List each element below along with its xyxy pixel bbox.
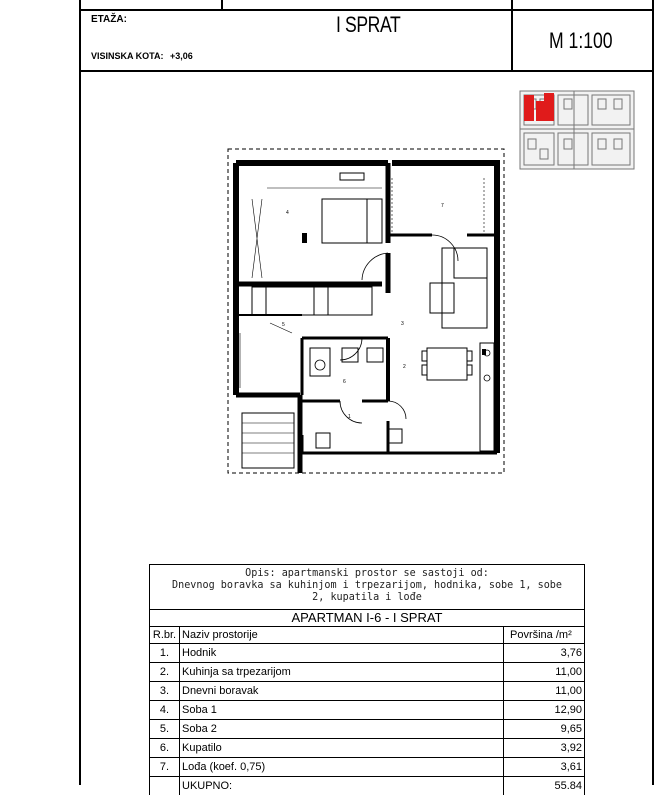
table-row [150,758,584,777]
floor-name: I SPRAT [336,12,401,37]
row-no: 6. [150,739,180,757]
room-number-1: 1 [348,414,351,420]
table-total-row [150,777,584,795]
row-name: Dnevni boravak [180,682,504,700]
floor-plan [222,143,512,478]
row-name: Kuhinja sa trpezarijom [180,663,504,681]
room-number-6: 6 [343,379,346,385]
row-name: Kupatilo [180,739,504,757]
divider [221,0,223,9]
row-no: 7. [150,758,180,776]
height-value: +3,06 [170,51,193,61]
row-area: 11,00 [555,685,582,697]
table-header-row [150,627,584,644]
header-area: Površina /m² [510,629,572,641]
row-no: 5. [150,720,180,738]
row-no: 2. [150,663,180,681]
height-label: VISINSKA KOTA: [91,51,164,61]
total-label: UKUPNO: [180,777,504,795]
room-number-3: 3 [401,321,404,327]
row-area: 11,00 [555,666,582,678]
floor-label: ETAŽA: [91,14,127,25]
row-area: 3,76 [560,647,582,659]
room-area-table [149,564,585,795]
frame-right-border [652,72,654,785]
row-area: 3,92 [560,742,582,754]
description-line: Dnevnog boravka sa kuhinjom i trpezarijom, hodnika, sobe 1, sobe [172,578,562,591]
room-number-4: 4 [286,210,289,216]
row-no: 4. [150,701,180,719]
row-no: 3. [150,682,180,700]
drawing-scale: M 1:100 [549,28,613,53]
row-area: 3,61 [560,761,582,773]
table-row [150,720,584,739]
apartment-description [150,565,584,610]
total-value: 55.84 [554,780,582,792]
row-area: 9,65 [560,723,582,735]
title-block [79,0,654,72]
row-name: Soba 1 [180,701,504,719]
table-row [150,682,584,701]
title-block-top-strip [81,0,652,11]
table-row [150,701,584,720]
key-plan [518,89,638,173]
room-number-2: 2 [403,364,406,370]
divider [511,0,513,9]
total-no-cell [150,777,180,795]
table-title: APARTMAN I-6 - I SPRAT [150,610,584,627]
row-name: Soba 2 [180,720,504,738]
table-row [150,663,584,682]
title-block-divider [511,9,513,70]
header-no: R.br. [150,627,180,643]
table-row [150,644,584,663]
room-number-5: 5 [282,322,285,328]
description-line: Opis: apartmanski prostor se sastoji od: [245,566,489,579]
row-name: Hodnik [180,644,504,662]
row-name: Lođa (koef. 0,75) [180,758,504,776]
room-number-7: 7 [441,203,444,209]
row-area: 12,90 [554,704,582,716]
header-name: Naziv prostorije [180,627,504,643]
row-no: 1. [150,644,180,662]
description-line: 2, kupatila i lođe [312,590,422,603]
table-row [150,739,584,758]
frame-left-border [79,72,81,785]
